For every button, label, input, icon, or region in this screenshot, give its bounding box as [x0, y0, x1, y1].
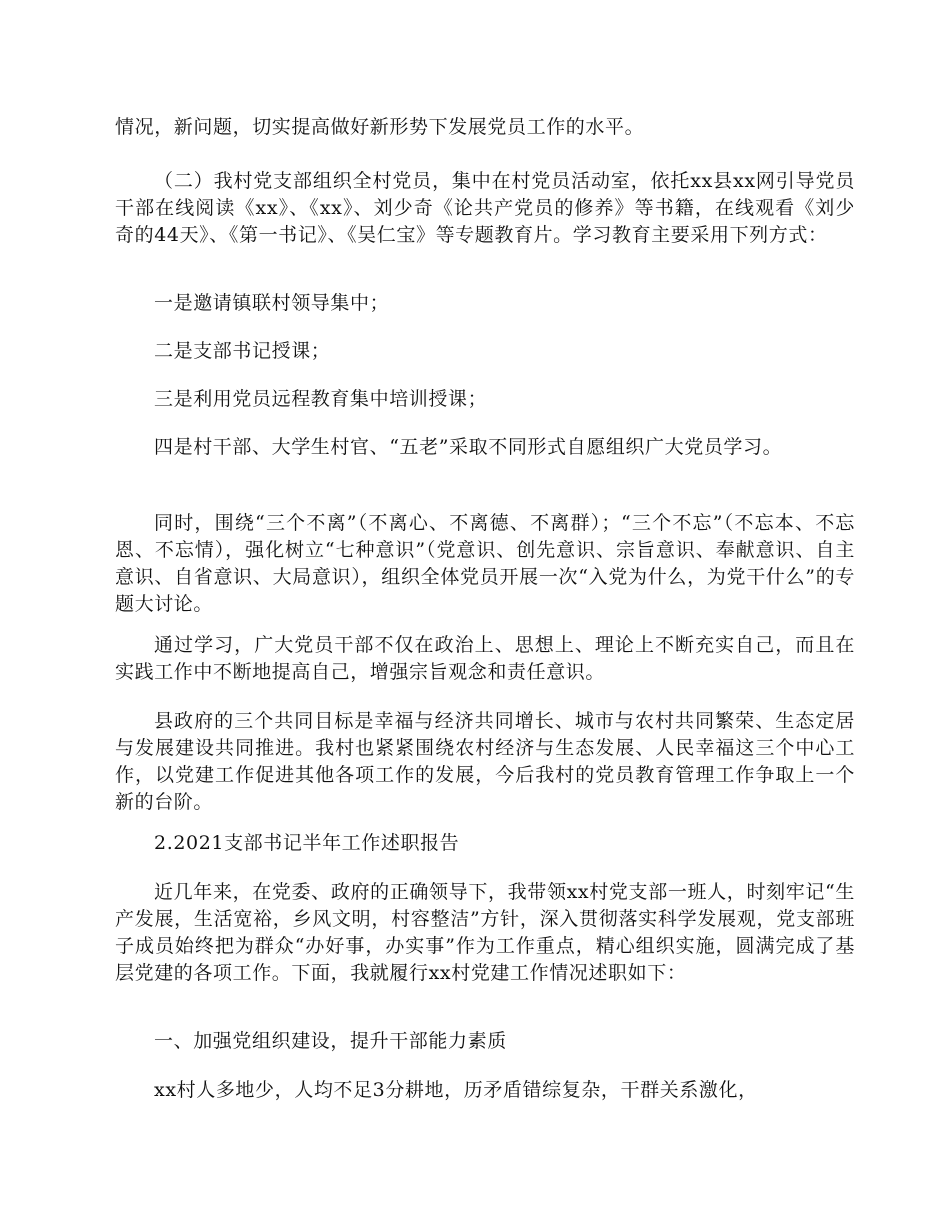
- subheading-party-organization: 一、加强党组织建设，提升干部能力素质: [154, 1030, 507, 1052]
- paragraph-report-intro: 近几年来，在党委、政府的正确领导下，我带领xx村党支部一班人，时刻牢记“生产发展，生活宽裕，乡风文明，村容整洁”方针，深入贯彻落实科学发展观，党支部班子成员始终把为群众“办好事，办实事”作为工作重点，精心组织实施，圆满完成了基层党建的各项工作。下面，我就履行xx村党建工作情况述职如下：: [115, 881, 855, 984]
- paragraph-method-two: 二是支部书记授课；: [154, 340, 331, 362]
- paragraph-village-situation: xx村人多地少，人均不足3分耕地，历矛盾错综复杂，干群关系激化，: [154, 1079, 758, 1101]
- paragraph-continuation: 情况，新问题，切实提高做好新形势下发展党员工作的水平。: [115, 116, 645, 138]
- paragraph-method-four: 四是村干部、大学生村官、“五老”采取不同形式自愿组织广大党员学习。: [154, 436, 783, 458]
- paragraph-county-goals: 县政府的三个共同目标是幸福与经济共同增长、城市与农村共同繁荣、生态定居与发展建设共同推进。我村也紧紧围绕农村经济与生态发展、人民幸福这三个中心工作，以党建工作促进其他各项工作的发展，今后我村的党员教育管理工作争取上一个新的台阶。: [115, 710, 855, 813]
- paragraph-study-activity: （二）我村党支部组织全村党员，集中在村党员活动室，依托xx县xx网引导党员干部在线阅读《xx》、《xx》、刘少奇《论共产党员的修养》等书籍，在线观看《刘少奇的44天》、《第一书记》、《吴仁宝》等专题教育片。学习教育主要采用下列方式：: [115, 170, 855, 246]
- paragraph-method-three: 三是利用党员远程教育集中培训授课；: [154, 388, 488, 410]
- paragraph-learning-result: 通过学习，广大党员干部不仅在政治上、思想上、理论上不断充实自己，而且在实践工作中不断地提高自己，增强宗旨观念和责任意识。: [115, 634, 855, 683]
- paragraph-three-principles: 同时，围绕“三个不离”（不离心、不离德、不离群）；“三个不忘”（不忘本、不忘恩、不忘情），强化树立“七种意识”（党意识、创先意识、宗旨意识、奉献意识、自主意识、自省意识、大局意识），组织全体党员开展一次“入党为什么，为党干什么”的专题大讨论。: [115, 512, 855, 615]
- section-heading-report: 2.2021支部书记半年工作述职报告: [154, 832, 460, 854]
- paragraph-method-one: 一是邀请镇联村领导集中；: [154, 292, 390, 314]
